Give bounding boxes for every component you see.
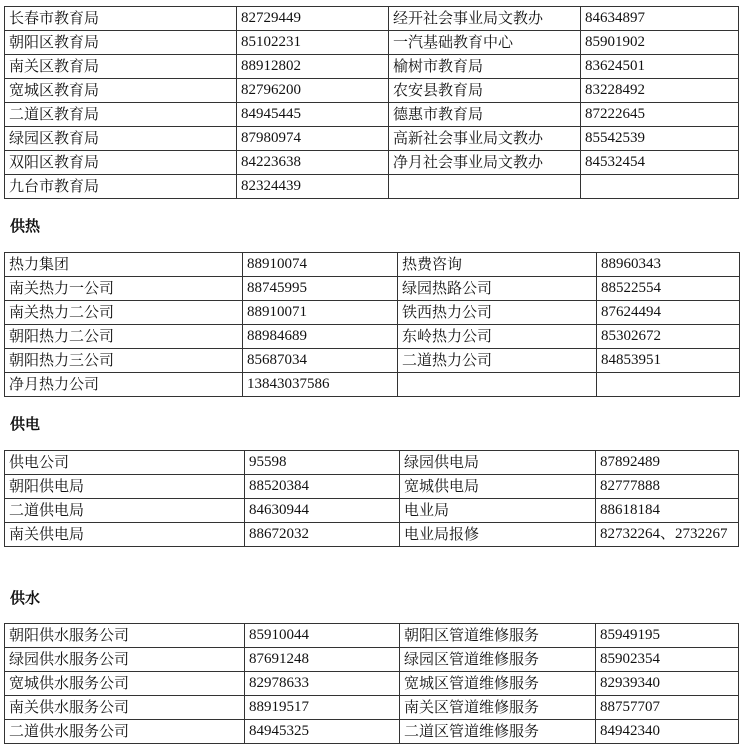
power-contact-table xyxy=(4,450,739,547)
education-org-cell: 榆树市教育局 xyxy=(389,55,581,79)
heating-org-cell: 二道热力公司 xyxy=(398,349,597,373)
education-phone-cell: 82324439 xyxy=(237,175,389,199)
education-org-cell: 绿园区教育局 xyxy=(5,127,237,151)
education-phone-cell: 88912802 xyxy=(237,55,389,79)
education-phone-cell: 83624501 xyxy=(581,55,739,79)
education-phone-cell: 85102231 xyxy=(237,31,389,55)
education-row xyxy=(5,103,739,127)
education-phone-cell: 84634897 xyxy=(581,7,739,31)
water-row xyxy=(5,624,739,648)
heating-row xyxy=(5,301,740,325)
water-org-cell: 绿园供水服务公司 xyxy=(5,648,245,672)
power-org-cell: 朝阳供电局 xyxy=(5,475,245,499)
education-org-cell: 长春市教育局 xyxy=(5,7,237,31)
power-org-cell: 二道供电局 xyxy=(5,499,245,523)
education-org-cell: 净月社会事业局文教办 xyxy=(389,151,581,175)
power-heading: 供电 xyxy=(10,415,41,433)
power-org-cell: 宽城供电局 xyxy=(400,475,596,499)
water-phone-cell: 82978633 xyxy=(245,672,400,696)
education-row xyxy=(5,79,739,103)
heating-phone-cell: 87624494 xyxy=(597,301,740,325)
education-org-cell: 二道区教育局 xyxy=(5,103,237,127)
education-phone-cell: 85901902 xyxy=(581,31,739,55)
education-row xyxy=(5,127,739,151)
water-phone-cell: 87691248 xyxy=(245,648,400,672)
power-row xyxy=(5,475,739,499)
power-row xyxy=(5,499,739,523)
heating-phone-cell: 88910071 xyxy=(243,301,398,325)
heating-org-cell xyxy=(398,373,597,397)
heating-org-cell: 南关热力一公司 xyxy=(5,277,243,301)
water-row xyxy=(5,720,739,744)
water-heading: 供水 xyxy=(10,589,41,607)
power-phone-cell: 87892489 xyxy=(596,451,739,475)
water-org-cell: 朝阳供水服务公司 xyxy=(5,624,245,648)
education-row xyxy=(5,31,739,55)
education-org-cell: 宽城区教育局 xyxy=(5,79,237,103)
heating-row xyxy=(5,253,740,277)
water-phone-cell: 88757707 xyxy=(596,696,739,720)
power-row xyxy=(5,523,739,547)
education-phone-cell: 84532454 xyxy=(581,151,739,175)
heating-phone-cell: 88984689 xyxy=(243,325,398,349)
heating-org-cell: 朝阳热力三公司 xyxy=(5,349,243,373)
education-org-cell: 经开社会事业局文教办 xyxy=(389,7,581,31)
education-row xyxy=(5,151,739,175)
heating-org-cell: 热力集团 xyxy=(5,253,243,277)
water-org-cell: 宽城区管道维修服务 xyxy=(400,672,596,696)
heating-phone-cell: 88910074 xyxy=(243,253,398,277)
education-org-cell: 高新社会事业局文教办 xyxy=(389,127,581,151)
power-org-cell: 供电公司 xyxy=(5,451,245,475)
water-row xyxy=(5,648,739,672)
heating-phone-cell xyxy=(597,373,740,397)
heating-phone-cell: 13843037586 xyxy=(243,373,398,397)
water-phone-cell: 85949195 xyxy=(596,624,739,648)
water-row xyxy=(5,696,739,720)
power-org-cell: 南关供电局 xyxy=(5,523,245,547)
power-phone-cell: 84630944 xyxy=(245,499,400,523)
heating-org-cell: 南关热力二公司 xyxy=(5,301,243,325)
water-row xyxy=(5,672,739,696)
heating-row xyxy=(5,277,740,301)
power-phone-cell: 88672032 xyxy=(245,523,400,547)
power-org-cell: 电业局报修 xyxy=(400,523,596,547)
power-org-cell: 绿园供电局 xyxy=(400,451,596,475)
water-phone-cell: 84942340 xyxy=(596,720,739,744)
water-org-cell: 朝阳区管道维修服务 xyxy=(400,624,596,648)
education-phone-cell: 84223638 xyxy=(237,151,389,175)
water-org-cell: 南关区管道维修服务 xyxy=(400,696,596,720)
education-row xyxy=(5,55,739,79)
water-org-cell: 宽城供水服务公司 xyxy=(5,672,245,696)
heating-org-cell: 净月热力公司 xyxy=(5,373,243,397)
water-contact-table xyxy=(4,623,739,744)
water-org-cell: 二道供水服务公司 xyxy=(5,720,245,744)
heating-org-cell: 铁西热力公司 xyxy=(398,301,597,325)
education-phone-cell: 85542539 xyxy=(581,127,739,151)
education-contact-table xyxy=(4,6,739,199)
heating-row xyxy=(5,325,740,349)
water-org-cell: 二道区管道维修服务 xyxy=(400,720,596,744)
heating-contact-table xyxy=(4,252,740,397)
power-phone-cell: 88520384 xyxy=(245,475,400,499)
power-phone-cell: 82732264、2732267 xyxy=(596,523,739,547)
education-phone-cell: 87222645 xyxy=(581,103,739,127)
heating-phone-cell: 85687034 xyxy=(243,349,398,373)
education-org-cell xyxy=(389,175,581,199)
education-row xyxy=(5,175,739,199)
education-phone-cell: 83228492 xyxy=(581,79,739,103)
heating-phone-cell: 88960343 xyxy=(597,253,740,277)
heating-phone-cell: 85302672 xyxy=(597,325,740,349)
heating-org-cell: 绿园热路公司 xyxy=(398,277,597,301)
education-org-cell: 双阳区教育局 xyxy=(5,151,237,175)
education-phone-cell: 87980974 xyxy=(237,127,389,151)
education-org-cell: 南关区教育局 xyxy=(5,55,237,79)
heating-org-cell: 东岭热力公司 xyxy=(398,325,597,349)
water-phone-cell: 85910044 xyxy=(245,624,400,648)
water-phone-cell: 85902354 xyxy=(596,648,739,672)
heating-phone-cell: 84853951 xyxy=(597,349,740,373)
heating-row xyxy=(5,349,740,373)
education-org-cell: 德惠市教育局 xyxy=(389,103,581,127)
water-phone-cell: 84945325 xyxy=(245,720,400,744)
heating-org-cell: 热费咨询 xyxy=(398,253,597,277)
heating-phone-cell: 88745995 xyxy=(243,277,398,301)
heating-row xyxy=(5,373,740,397)
water-org-cell: 绿园区管道维修服务 xyxy=(400,648,596,672)
power-phone-cell: 95598 xyxy=(245,451,400,475)
power-phone-cell: 88618184 xyxy=(596,499,739,523)
power-row xyxy=(5,451,739,475)
water-org-cell: 南关供水服务公司 xyxy=(5,696,245,720)
water-phone-cell: 82939340 xyxy=(596,672,739,696)
water-phone-cell: 88919517 xyxy=(245,696,400,720)
education-phone-cell: 84945445 xyxy=(237,103,389,127)
education-org-cell: 一汽基础教育中心 xyxy=(389,31,581,55)
education-phone-cell: 82796200 xyxy=(237,79,389,103)
education-org-cell: 九台市教育局 xyxy=(5,175,237,199)
education-org-cell: 农安县教育局 xyxy=(389,79,581,103)
heating-heading: 供热 xyxy=(10,217,41,235)
heating-phone-cell: 88522554 xyxy=(597,277,740,301)
education-phone-cell: 82729449 xyxy=(237,7,389,31)
power-phone-cell: 82777888 xyxy=(596,475,739,499)
education-org-cell: 朝阳区教育局 xyxy=(5,31,237,55)
education-phone-cell xyxy=(581,175,739,199)
heating-org-cell: 朝阳热力二公司 xyxy=(5,325,243,349)
power-org-cell: 电业局 xyxy=(400,499,596,523)
education-row xyxy=(5,7,739,31)
